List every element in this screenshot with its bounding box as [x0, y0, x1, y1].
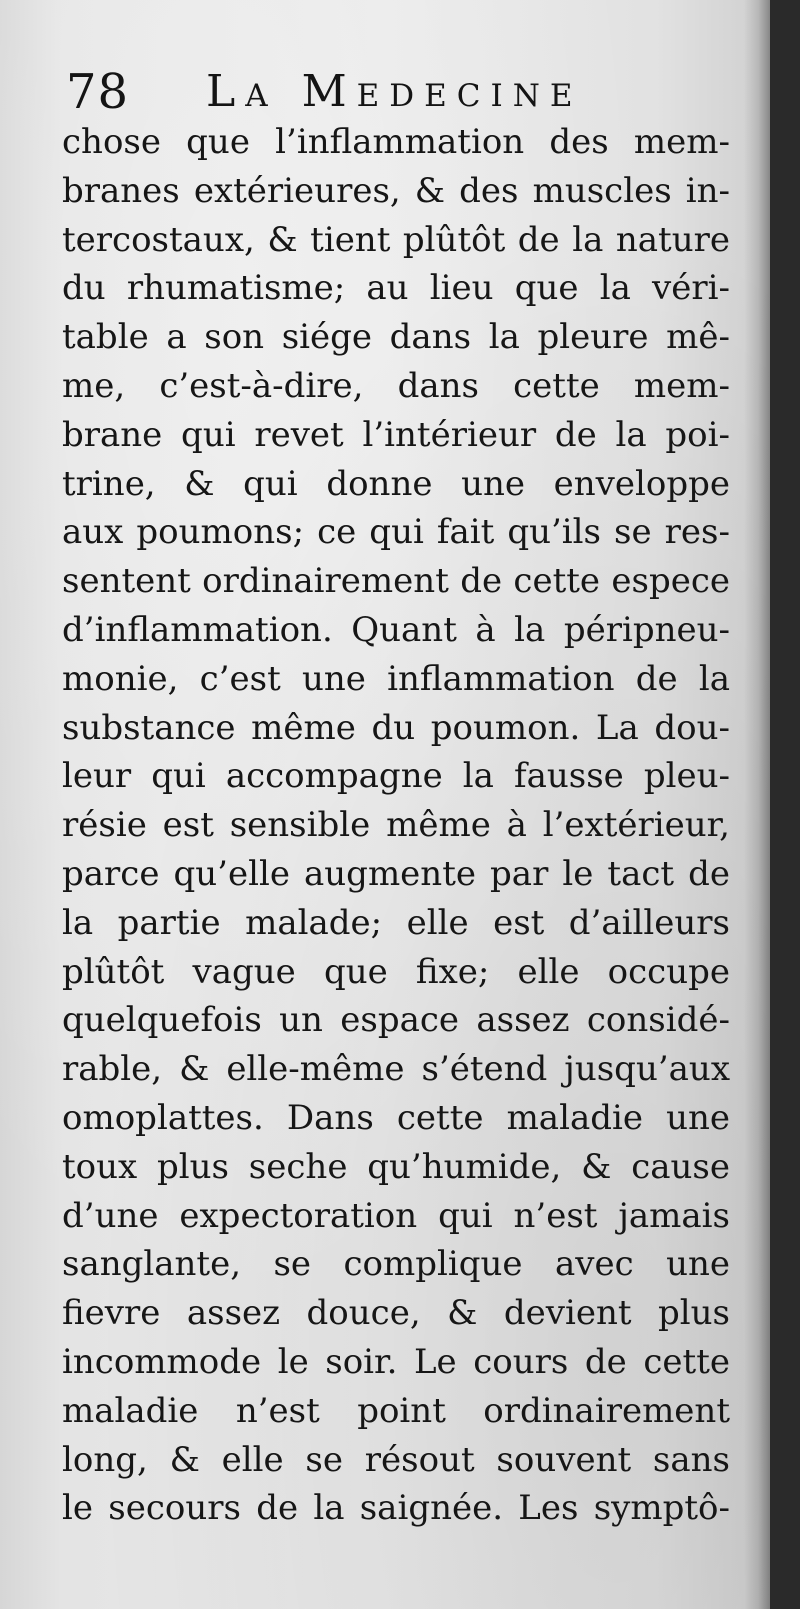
text-line: monie, c’est une inflammation de la — [62, 658, 730, 699]
text-line: d’inflammation. Quant à la péripneu- — [62, 609, 730, 650]
text-line: table a son siége dans la pleure mê- — [62, 317, 730, 358]
text-line: omoplattes. Dans cette maladie une — [62, 1097, 730, 1138]
text-line: leur qui accompagne la fausse pleu- — [62, 756, 730, 797]
text-line: rable, & elle-même s’étend jusqu’aux — [62, 1049, 730, 1090]
text-line: sanglante, se complique avec une — [62, 1244, 730, 1285]
text-line: la partie malade; elle est d’ailleurs — [62, 902, 730, 943]
text-line: long, & elle se résout souvent sans — [62, 1439, 730, 1480]
text-line: d’une expectoration qui n’est jamais — [62, 1195, 730, 1236]
text-line: incommode le soir. Le cours de cette — [62, 1341, 730, 1382]
text-line: le secours de la saignée. Les symptô- — [62, 1488, 730, 1529]
text-line: sentent ordinairement de cette espece — [62, 561, 730, 602]
text-line: aux poumons; ce qui fait qu’ils se res- — [62, 512, 730, 553]
page-number: 78 — [66, 64, 130, 120]
text-line: brane qui revet l’intérieur de la poi- — [62, 414, 730, 455]
text-line: plûtôt vague que fixe; elle occupe — [62, 951, 730, 992]
text-line: tercostaux, & tient plûtôt de la nature — [62, 219, 730, 260]
page-header — [66, 60, 666, 124]
running-head: La Medecine — [206, 66, 583, 117]
text-line: substance même du poumon. La dou- — [62, 707, 730, 748]
text-line: branes extérieures, & des muscles in- — [62, 170, 730, 211]
text-line: toux plus seche qu’humide, & cause — [62, 1146, 730, 1187]
text-line: du rhumatisme; au lieu que la véri- — [62, 268, 730, 309]
text-line: me, c’est-à-dire, dans cette mem- — [62, 365, 730, 406]
text-line: parce qu’elle augmente par le tact de — [62, 853, 730, 894]
body-text — [62, 118, 730, 1533]
text-line: résie est sensible même à l’extérieur, — [62, 805, 730, 846]
page-edge-shadow — [744, 0, 770, 1609]
text-line: chose que l’inflammation des mem- — [62, 122, 730, 162]
text-line: fievre assez douce, & devient plus — [62, 1293, 730, 1334]
text-line: quelquefois un espace assez considé- — [62, 1000, 730, 1041]
text-line: trine, & qui donne une enveloppe — [62, 463, 730, 504]
text-line: maladie n’est point ordinairement — [62, 1390, 730, 1431]
